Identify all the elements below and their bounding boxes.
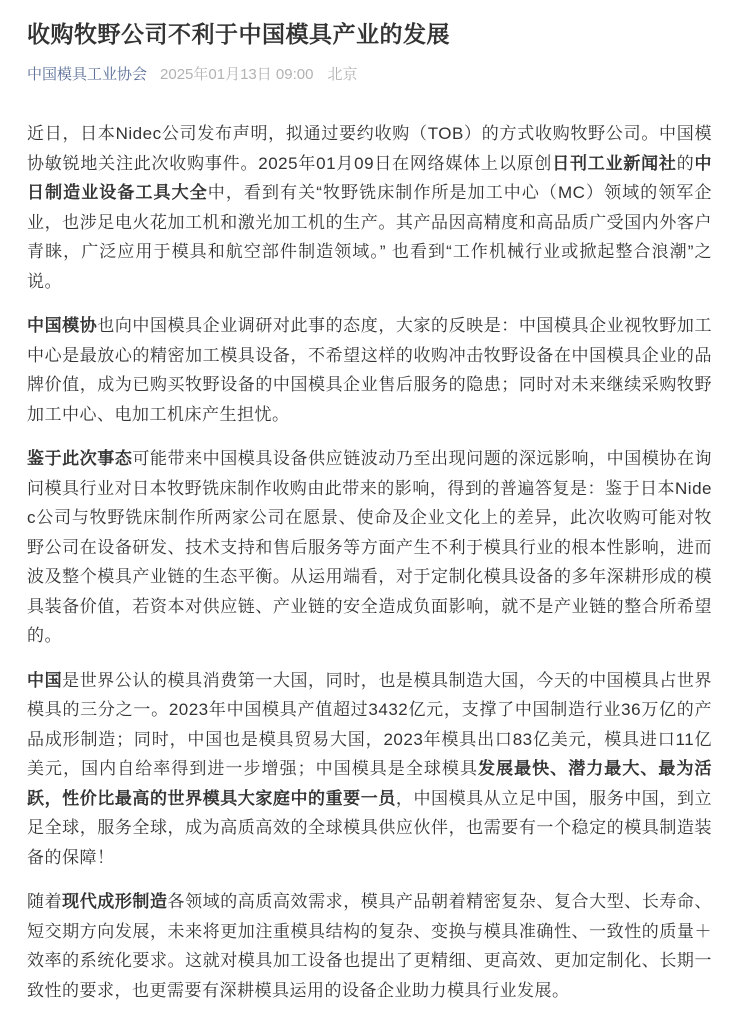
account-name-link[interactable]: 中国模具工业协会 xyxy=(27,66,148,84)
paragraph-4: 中国是世界公认的模具消费第一大国，同时，也是模具制造大国，今天的中国模具占世界模具的三分之一。2023年中国模具产值超过3432亿元，支撑了中国制造行业36万亿的产品成形制造；同时，中国也是模具贸易大国，2023年模具出口83亿美元，模具进口11亿美元，国内自给率得到进一步增强；中国模具是全球模具发展最快、潜力最大、最为活跃，性价比最高的世界模具大家庭中的重要一员，中国模具从立足中国，服务中国，到立足全球，服务全球，成为高质高效的全球模具供应伙伴，也需要有一个稳定的模具制造装备的保障！ xyxy=(27,670,713,867)
publish-location: 北京 xyxy=(327,66,358,84)
paragraph-2: 中国模协也向中国模具企业调研对此事的态度，大家的反映是：中国模具企业视牧野加工中心是最放心的精密加工模具设备，不希望这样的收购冲击牧野设备在中国模具企业的品牌价值，成为已购买牧野设备的中国模具企业售后服务的隐患；同时对未来继续采购牧野加工中心、电加工机床产生担忧。 xyxy=(27,316,713,424)
paragraph-3: 鉴于此次事态可能带来中国模具设备供应链波动乃至出现问题的深远影响，中国模协在询问模具行业对日本牧野铣床制作收购由此带来的影响，得到的普遍答复是：鉴于日本Nidec公司与牧野铣床制作所两家公司在愿景、使命及企业文化上的差异，此次收购可能对牧野公司在设备研发、技术支持和售后服务等方面产生不利于模具行业的根本性影响，进而波及整个模具产业链的生态平衡。从运用端看，对于定制化模具设备的多年深耕形成的模具装备价值，若资本对供应链、产业链的安全造成负面影响，就不是产业链的整合所希望的。 xyxy=(27,449,713,646)
publish-datetime: 2025年01月13日 09:00 xyxy=(160,66,314,84)
article-meta xyxy=(27,64,712,85)
paragraph-1: 近日，日本Nidec公司发布声明，拟通过要约收购（TOB）的方式收购牧野公司。中国模协敏锐地关注此次收购事件。2025年01月09日在网络媒体上以原创日刊工业新闻社的中日制造业设备工具大全中，看到有关“牧野铣床制作所是加工中心（MC）领域的领军企业，也涉足电火花加工机和激光加工机的生产。其产品因高精度和高品质广受国内外客户青睐，广泛应用于模具和航空部件制造领域。” 也看到“工作机械行业或掀起整合浪潮”之说。 xyxy=(27,124,713,291)
article-body xyxy=(27,119,712,1005)
article-title: 收购牧野公司不利于中国模具产业的发展 xyxy=(27,21,450,47)
paragraph-5: 随着现代成形制造各领域的高质高效需求，模具产品朝着精密复杂、复合大型、长寿命、短交期方向发展，未来将更加注重模具结构的复杂、变换与模具准确性、一致性的质量＋效率的系统化要求。这就对模具加工设备也提出了更精细、更高效、更加定制化、长期一致性的要求，也更需要有深耕模具运用的设备企业助力模具行业发展。 xyxy=(27,892,713,1000)
